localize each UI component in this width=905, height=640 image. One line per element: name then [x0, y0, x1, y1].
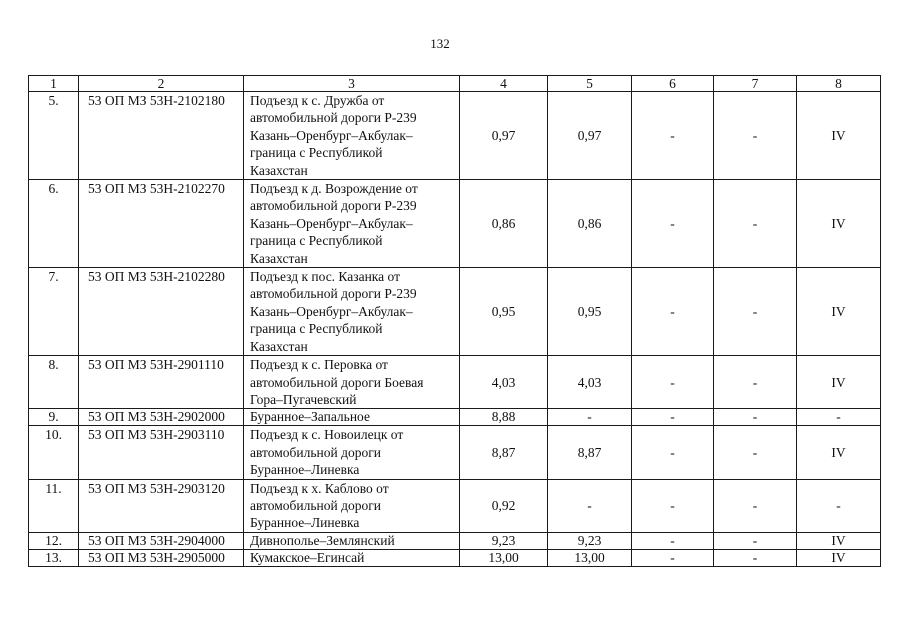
col4-cell: 0,95 — [460, 268, 548, 356]
road-name-line: автомобильной дороги Боевая — [250, 374, 424, 390]
col4-cell: 9,23 — [460, 532, 548, 549]
roads-table — [28, 75, 881, 567]
road-name-cell — [244, 426, 460, 479]
col4-cell: 0,97 — [460, 92, 548, 180]
table-header-row — [29, 76, 881, 92]
road-name-line: Казань–Оренбург–Акбулак– — [250, 215, 413, 231]
col7-cell: - — [714, 268, 797, 356]
road-id-cell: 53 ОП МЗ 53Н-2905000 — [79, 549, 244, 566]
road-name-cell — [244, 356, 460, 409]
col8-cell: IV — [797, 549, 881, 566]
col6-cell: - — [632, 356, 714, 409]
road-name-line: автомобильной дороги Р-239 — [250, 110, 417, 126]
road-name-line: Гора–Пугачевский — [250, 391, 357, 407]
table-row — [29, 92, 881, 180]
row-number-cell: 10. — [29, 426, 79, 479]
row-number-cell: 8. — [29, 356, 79, 409]
table-row — [29, 180, 881, 268]
table-body — [29, 92, 881, 567]
road-name-cell — [244, 409, 460, 426]
col5-cell: 4,03 — [548, 356, 632, 409]
road-name-line: автомобильной дороги — [250, 444, 381, 460]
road-name-line: Подъезд к с. Дружба от — [250, 93, 385, 108]
table-row — [29, 426, 881, 479]
col6-cell: - — [632, 479, 714, 532]
row-number-cell: 5. — [29, 92, 79, 180]
col7-cell: - — [714, 180, 797, 268]
road-name-line: Казань–Оренбург–Акбулак– — [250, 127, 413, 143]
road-name-cell — [244, 479, 460, 532]
road-name-cell — [244, 549, 460, 566]
col5-cell: 0,95 — [548, 268, 632, 356]
row-number-cell: 11. — [29, 479, 79, 532]
column-header: 5 — [548, 76, 632, 92]
col6-cell: - — [632, 532, 714, 549]
col6-cell: - — [632, 426, 714, 479]
col5-cell: - — [548, 409, 632, 426]
column-header: 7 — [714, 76, 797, 92]
road-name-line: граница с Республикой — [250, 233, 383, 249]
col6-cell: - — [632, 409, 714, 426]
col6-cell: - — [632, 268, 714, 356]
road-name-line: Буранное–Линевка — [250, 515, 360, 531]
row-number-cell: 12. — [29, 532, 79, 549]
table-row — [29, 356, 881, 409]
col8-cell: - — [797, 409, 881, 426]
road-id-cell: 53 ОП МЗ 53Н-2901110 — [79, 356, 244, 409]
row-number-cell: 7. — [29, 268, 79, 356]
road-name-line: граница с Республикой — [250, 321, 383, 337]
col5-cell: 0,86 — [548, 180, 632, 268]
road-name-line: Подъезд к х. Каблово от — [250, 480, 389, 496]
col7-cell: - — [714, 532, 797, 549]
page-number: 132 — [430, 36, 450, 51]
col5-cell: 8,87 — [548, 426, 632, 479]
table-row — [29, 409, 881, 426]
col7-cell: - — [714, 409, 797, 426]
col8-cell: IV — [797, 426, 881, 479]
col6-cell: - — [632, 92, 714, 180]
col7-cell: - — [714, 356, 797, 409]
road-name-line: Казахстан — [250, 162, 308, 178]
road-name-line: Буранное–Запальное — [250, 409, 370, 425]
road-name-line: автомобильной дороги Р-239 — [250, 198, 417, 214]
col6-cell: - — [632, 180, 714, 268]
column-header: 4 — [460, 76, 548, 92]
col8-cell: IV — [797, 268, 881, 356]
column-header: 8 — [797, 76, 881, 92]
road-name-line: Подъезд к с. Новоилецк от — [250, 427, 404, 443]
road-name-cell — [244, 92, 460, 180]
col8-cell: IV — [797, 532, 881, 549]
col4-cell: 8,88 — [460, 409, 548, 426]
col5-cell: - — [548, 479, 632, 532]
column-header: 2 — [79, 76, 244, 92]
col4-cell: 0,86 — [460, 180, 548, 268]
col8-cell: IV — [797, 92, 881, 180]
col4-cell: 8,87 — [460, 426, 548, 479]
road-name-line: Казань–Оренбург–Акбулак– — [250, 303, 413, 319]
road-name-line: Дивнополье–Землянский — [250, 532, 395, 548]
column-header: 1 — [29, 76, 79, 92]
col8-cell: IV — [797, 356, 881, 409]
road-name-line: Казахстан — [250, 338, 308, 354]
road-name-line: автомобильной дороги Р-239 — [250, 286, 417, 302]
road-id-cell: 53 ОП МЗ 53Н-2904000 — [79, 532, 244, 549]
col4-cell: 4,03 — [460, 356, 548, 409]
road-name-line: Казахстан — [250, 250, 308, 266]
road-name-cell — [244, 532, 460, 549]
road-name-line: Подъезд к д. Возрождение от — [250, 181, 418, 197]
column-header: 6 — [632, 76, 714, 92]
road-name-cell — [244, 180, 460, 268]
road-name-cell — [244, 268, 460, 356]
col7-cell: - — [714, 549, 797, 566]
road-name-line: Кумакское–Егинсай — [250, 549, 365, 565]
col8-cell: - — [797, 479, 881, 532]
table-row — [29, 268, 881, 356]
col4-cell: 13,00 — [460, 549, 548, 566]
col7-cell: - — [714, 479, 797, 532]
road-id-cell: 53 ОП МЗ 53Н-2902000 — [79, 409, 244, 426]
table-row — [29, 532, 881, 549]
road-id-cell: 53 ОП МЗ 53Н-2102180 — [79, 92, 244, 180]
col5-cell: 13,00 — [548, 549, 632, 566]
road-id-cell: 53 ОП МЗ 53Н-2102280 — [79, 268, 244, 356]
col6-cell: - — [632, 549, 714, 566]
road-id-cell: 53 ОП МЗ 53Н-2903110 — [79, 426, 244, 479]
col5-cell: 0,97 — [548, 92, 632, 180]
road-name-line: Подъезд к с. Перовка от — [250, 357, 388, 373]
col5-cell: 9,23 — [548, 532, 632, 549]
road-name-line: Буранное–Линевка — [250, 462, 360, 478]
col4-cell: 0,92 — [460, 479, 548, 532]
road-name-line: граница с Республикой — [250, 145, 383, 161]
road-id-cell: 53 ОП МЗ 53Н-2903120 — [79, 479, 244, 532]
table-row — [29, 479, 881, 532]
col7-cell: - — [714, 92, 797, 180]
column-header: 3 — [244, 76, 460, 92]
row-number-cell: 9. — [29, 409, 79, 426]
road-id-cell: 53 ОП МЗ 53Н-2102270 — [79, 180, 244, 268]
road-name-line: Подъезд к пос. Казанка от — [250, 269, 400, 285]
row-number-cell: 6. — [29, 180, 79, 268]
row-number-cell: 13. — [29, 549, 79, 566]
table-row — [29, 549, 881, 566]
col8-cell: IV — [797, 180, 881, 268]
col7-cell: - — [714, 426, 797, 479]
road-name-line: автомобильной дороги — [250, 497, 381, 513]
